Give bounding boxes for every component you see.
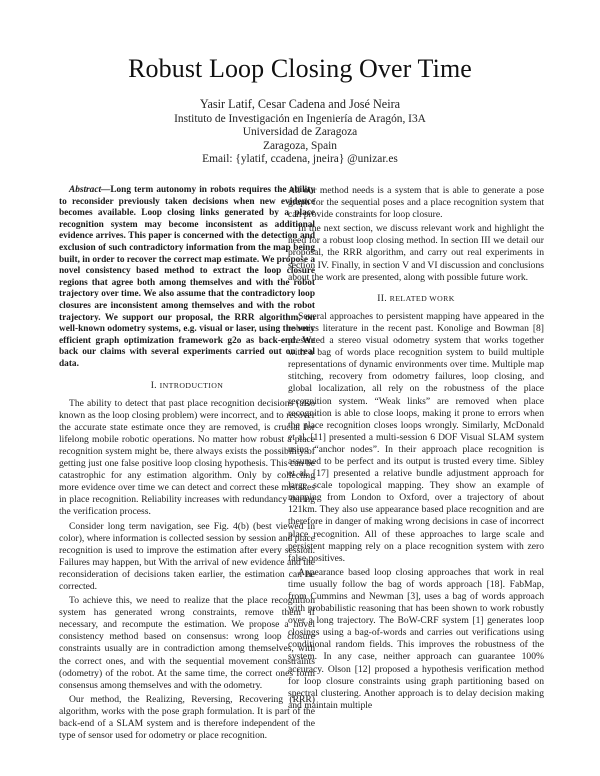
section-number: I.	[150, 379, 157, 391]
left-column	[59, 185, 315, 742]
section-title: INTRODUCTION	[159, 380, 224, 390]
abstract-label: Abstract	[69, 185, 102, 195]
affiliation-institute: Instituto de Investigación en Ingeniería de Aragón, I3A	[174, 112, 426, 125]
right-column	[288, 185, 544, 712]
affiliation-location: Zaragoza, Spain	[262, 139, 337, 152]
paper-title: Robust Loop Closing Over Time	[128, 54, 472, 83]
author-email: Email: {ylatif, ccadena, jneira} @unizar.es	[202, 153, 398, 165]
abstract	[59, 185, 315, 371]
paragraph: Several approaches to persistent mapping have appeared in the robotics literature in the recent past. Konolige and Bowman [8] presented a stereo visual odometry system that works together with a bag of words place recognition system to build multiple representations of dynamic environments over time. Multiple map stitching, recovery from odometry failures, loop closing, and global localization, all rely on the robustness of the place recognition system. “Weak links” are removed when place recognition is able to close loops, making it prone to errors when the place recognition closes loops wrongly. Similarly, McDonald et al. [11] presented a multi-session 6 DOF Visual SLAM system using “anchor nodes”. In their approach place recognition is assumed to be perfect and its output is trusted every time. Sibley et al. [17] presented a relative bundle adjustment approach for large scale topological mapping. They show an example of mapping from London to Oxford, over a trajectory of about 121km. They also use appearance based place recognition and are therefore in danger of making wrong decisions in case of incorrect place recognition. All of these approaches to large scale and persistent mapping rely on a place recognition system with zero false positives.	[288, 310, 544, 564]
paragraph: All our method needs is a system that is able to generate a pose graph for the sequential poses and a place recognition system that can provide constraints for loop closure.	[288, 185, 544, 221]
affiliation-university: Universidad de Zaragoza	[242, 126, 358, 138]
section-heading-introduction	[59, 380, 315, 392]
paragraph: Our method, the Realizing, Reversing, Recovering (RRR) algorithm, works with the pose graph formulation. It is part of the back-end of a SLAM system and is therefore independent of the type of sensor used for odometry or place recognition.	[59, 693, 315, 742]
paragraph: In the next section, we discuss relevant work and highlight the need for a robust loop closing method. In section III we detail our proposal, the RRR algorithm, and carry out real experiments in section IV. Finally, in section V and VI discussion and conclusions about the work are presented, along with possible future work.	[288, 223, 544, 283]
paragraph: The ability to detect that past place recognition decisions (also known as the loop closing problem) were incorrect, and to recover the accurate state estimate once they are removed, is crucial for lifelong mobile robotic operations. No matter how robust a place recognition system might be, there always exists the possibility of getting just one false positive loop closing hypothesis. This can be catastrophic for any estimation algorithm. Only by collecting more evidence over time we can detect and correct these mistakes in place recognition. Reliability increases with redundancy during the verification process.	[59, 397, 315, 518]
section-title: RELATED WORK	[389, 293, 455, 303]
section-number: II.	[377, 292, 387, 304]
author-block	[0, 98, 600, 167]
author-names: Yasir Latif, Cesar Cadena and José Neira	[199, 97, 401, 111]
abstract-text: —Long term autonomy in robots requires the ability to reconsider previously taken decisions when new evidence becomes available. Loop closing links generated by a place recognition system may become inconsistent as additional evidence arrives. This paper is concerned with the detection and exclusion of such contradictory information from the map being built, in order to recover the correct map estimate. We propose a novel consistency based method to extract the loop closure regions that agree both among themselves and with the robot trajectory over time. We also assume that the contradictory loop closures are inconsistent among themselves and with the robot trajectory. We support our proposal, the RRR algorithm, on well-known odometry systems, e.g. visual or laser, using the very efficient graph optimization framework g2o as back-end. We back our claims with several experiments carried out on real data.	[59, 185, 315, 369]
paragraph: Consider long term navigation, see Fig. 4(b) (best viewed in color), where information is collected session by session and place recognition is used to improve the estimation after every session. Failures may happen, but With the arrival of new evidence and the reconsideration of decisions taken earlier, the estimation can be corrected.	[59, 520, 315, 592]
paragraph: To achieve this, we need to realize that the place recognition system has generated wrong constraints, remove them if necessary, and recompute the estimation. We propose a novel consistency method based on consensus: wrong loop closure constraints usually are in contradiction among themselves, with the correct ones, and with the sequential movement constraints (odometry) of the robot. At the same time, the correct ones form consensus among themselves and with the odometry.	[59, 595, 315, 691]
section-heading-related-work	[288, 293, 544, 305]
paragraph: Appearance based loop closing approaches that work in real time usually follow the bag of words approach [18]. FabMap, from Cummins and Newman [3], uses a bag of words approach with probabilistic reasoning that has been shown to work robustly over a long trajectory. The BoW-CRF system [1] generates loop closings using a bag-of-words and carries out verifications using conditional random fields. This improves the robustness of the system. In any case, neither approach can guarantee 100% accuracy. Olson [12] proposed a hypothesis verification method for loop closure constraints using graph partitioning based on spectral clustering. Another approach is to delay decision making and maintain multiple	[288, 566, 544, 711]
